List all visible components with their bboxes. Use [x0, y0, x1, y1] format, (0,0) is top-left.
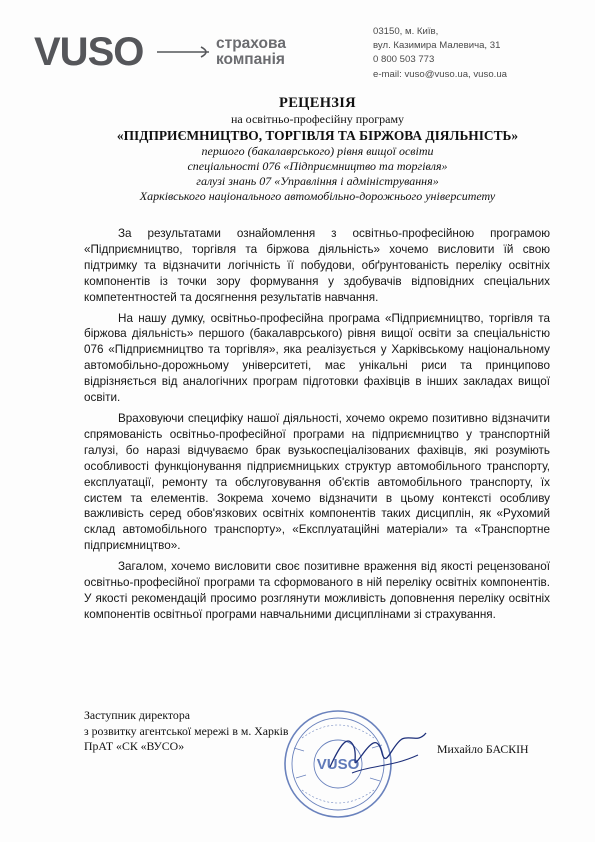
logo-tag-line-2: компанія	[216, 51, 285, 68]
body-paragraph-1: За результатами ознайомлення з освітньо-професійною програмою «Підприємництво, торгівля та біржова діяльність» хочемо висловити їй свою підтримку та відзначити логічність її побудови, обґрунтованість переліку освітніх компонентів із точки зору формування у здобувачів відповідних спеціальних компетентностей та досягнення результатів навчання.	[84, 227, 550, 304]
logo-tagline	[216, 36, 286, 68]
signer-position	[84, 708, 289, 755]
specialty-line: спеціальності 076 «Підприємництво та торгівля»	[187, 158, 448, 173]
review-body	[84, 226, 550, 628]
signer-position-line-1: Заступник директора	[84, 708, 190, 722]
body-paragraph-2: На нашу думку, освітньо-професійна програма «Підприємництво, торгівля та біржова діяльність» першого (бакалаврського) рівня вищої освіти за спеціальністю 076 «Підприємництво та торгівля», яка реалізується у Харківському національному автомобільно-дорожньому університеті, має унікальні риси та принципово відрізняється від аналогічних програм підготовки фахівців в інших закладах вищої освіти.	[84, 311, 550, 405]
education-level: першого (бакалаврського) рівня вищої освіти	[201, 143, 434, 158]
body-paragraph-3: Враховуючи специфіку нашої діяльності, хочемо окремо позитивно відзначити спрямованість освітньо-професійної програми на підприємництво у транспортній галузі, бо наразі відчуваємо брак вузькоспеціалізованих фахівців, які розуміють особливості функціонування підприємницьких структур автомобільного транспорту, експлуатації, ремонту та обслуговування об'єктів автомобільного транспорту, їх систем та елементів. Зокрема хочемо відзначити в цьому контексті особливу важливість серед обов'язкових освітніх компонентів таких дисциплін, як «Рухомий склад автомобільного транспорту», «Експлуатаційні матеріали» та «Транспортне підприємництво».	[84, 411, 550, 553]
logo-tag-line-1: страхова	[216, 35, 286, 52]
handwritten-signature	[322, 725, 432, 780]
review-title-block	[40, 95, 595, 204]
contact-phone: 0 800 503 773	[373, 54, 435, 66]
university-line: Харківського національного автомобільно-дорожнього університету	[139, 188, 496, 203]
logo-wordmark: VUSO	[34, 30, 144, 74]
company-contacts	[373, 25, 507, 82]
svg-text:VUSO: VUSO	[316, 756, 360, 773]
contact-email: e-mail: vuso@vuso.ua, vuso.ua	[373, 68, 507, 80]
body-paragraph-4: Загалом, хочемо висловити своє позитивне враження від якості рецензованої освітньо-професійної програми та сформованого в ній переліку освітніх компонентів. У якості рекомендацій просимо розглянути можливість доповнення переліку освітніх компонентів освітньої програми навчальними дисциплінами зі страхування.	[84, 560, 550, 621]
logo-swoosh-icon	[157, 45, 215, 59]
signer-name: Михайло БАСКІН	[437, 742, 529, 756]
signer-position-line-3: ПрАТ «СК «ВУСО»	[84, 739, 185, 753]
contact-city: 03150, м. Київ,	[373, 26, 439, 37]
review-heading: РЕЦЕНЗІЯ	[279, 95, 356, 111]
program-name: «ПІДПРИЄМНИЦТВО, ТОРГІВЛЯ ТА БІРЖОВА ДІЯЛЬНІСТЬ»	[116, 127, 519, 143]
knowledge-field-line: галузі знань 07 «Управління і адміністрування»	[196, 173, 439, 188]
signer-position-line-2: з розвитку агентської мережі в м. Харків	[84, 723, 289, 738]
review-subject-line: на освітньо-професійну програму	[230, 112, 405, 126]
contact-street: вул. Казимира Малевича, 31	[373, 40, 501, 52]
